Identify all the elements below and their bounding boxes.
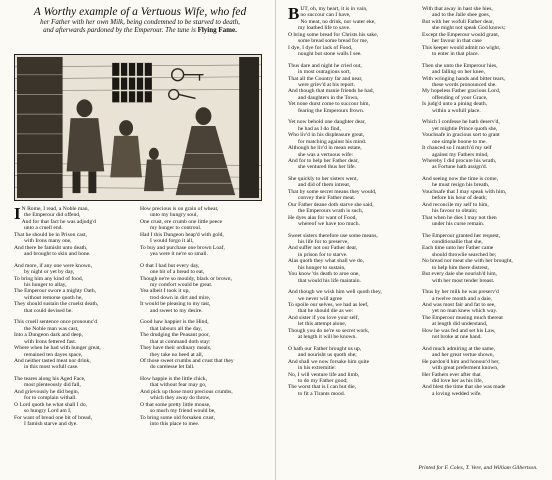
stanza: The Emperour granted her request, conditionallie that she, Each time unto her Father came should throwlie searched be; No bread nor meat she with her brought, to help him there distrest, But every daie she nourish'd him, with her most tender breast. <box>422 232 513 284</box>
stanza: B UT, oh, my heart, it is in vain, no succour can I have, No meat, no drink, nor water eke, my loathed life to save. O bring some bread for Christs his sake, some bread some bread for me, I dye, I dye for lack of Food, nought but stone walls I see. <box>288 4 379 58</box>
stanza: This cruell sentence once pronounc'd the Noble man was cast, Into a Dungeon dark and deep, with Irons fettered fast. Where when he had with hunger great, remained ten dayes space, And neither tasted meat nor drink, in this most wofull case. <box>14 319 101 371</box>
ballad-subtitle-line1: her Father with her own Milk, being condemned to be starved to death, <box>40 18 240 26</box>
stanza: Then she unto the Emperour hies, and falling on her knee, With wringing hands and bitter tears, these words pronounced she. My hopeless Father gracious Lord, offending of your Grace, Is judg'd unto a pining death, within a wofull place. <box>422 62 506 114</box>
right-page <box>276 0 552 480</box>
column-4 <box>422 6 548 402</box>
tune-name: Flying Fame. <box>197 26 237 34</box>
stanza: Sweet sisters therefore use some means, his life for to preserve, And suffer not our Father dear, in prison for to starve. Alas quoth they what shall we do, his hunger to sustain, You know 'tis death to aroe one, that would his life maintain. <box>288 232 378 284</box>
woodcut-prison-scene <box>15 55 261 200</box>
stanza: Good haw happier is the Hind, that labours all the day, The drudging the Peasant poor, that at command doth stay: They have their ordinary meals, they take no heed at all, Of those sweet crumbs and crust that they do carelesse let fall. <box>140 319 234 371</box>
subtitle-text: and afterwards pardoned by the Emperour. <box>43 26 164 34</box>
stanza: And seeing now the time is come, he must resign his breath, Vouchsafe that I may speak with him, before his hour of death; And reconcile my self to him, his favour to obtain; That when he dies I may not then under his curse remain. <box>422 175 507 228</box>
woodcut-illustration <box>14 54 262 201</box>
stanza: Thus dare and night he cried out, in most outragious sort, That all the Country far and near, were griev'd at his report. And though that manie friends he had, and daughters in the Town, Yet none durst come to succour him, fearing the Emperours frown. <box>288 62 374 114</box>
ballad-subtitle-line2 <box>14 26 266 34</box>
stanza: Thus by her milk he was preserv'd a twelve month and a daie, And was most fair and fat to see, yet no man knew which way. The Emperour musing much thereat at length did understand, How he was fed and set his Law, not broke at nne hand. <box>422 289 503 341</box>
stanza: Yet now behold one daughter dear, he had as I do find, Who liv'd in his displeasure great, for matching against his mind. Although he liv'd in mean estate, she was a vertuous wife: And for to help her Father dear, she ventured thus her life. <box>288 119 367 171</box>
stanza: The teares along his Aged Face, most plenteously did fall, And grievously he did begin, for to complain withall. O Lord quoth he what shall I do, so hungry Lord am I, For want of bread one bit of bread, I famish starve and dye. <box>14 375 92 428</box>
printer-imprint: Printed for F. Coles, T. Vere, and William Gilbertson. <box>418 465 538 471</box>
tune-prefix: The tune is <box>165 26 196 34</box>
column-2 <box>140 206 270 433</box>
drop-cap: B <box>288 4 300 23</box>
column-3 <box>288 6 416 402</box>
stanza: With that away in hast she hies, and to the Jaile shee goes, But with her wofull Father dear, she might not speak God knows; Except the Emperour would grant, her favour in that case This keeper would admit no wight, to enter in that place. <box>422 6 506 58</box>
stanza: How precious is on grain of wheat, unto my hungry soul, One crust, ere crumb one little peece my hunger to controul. Had I this Dungeon heap'd with gold, I would forgo it all, To buy and purchase one brown Loaf, yea were it ne're so small. <box>140 206 225 258</box>
title-block <box>14 6 266 34</box>
stanza: Which I confesse he hath deserv'd, yet mightie Prince quoth she, Vouchsafe in gracious sort to grant one simple boone to me. It chanced so I match'd my self against my Fathers mind, Whereby I did procure his wrath, as Fortune hath assign'd. <box>422 119 500 171</box>
stanza: And much admiring at the same, and her great vertue shown, He pardon'd him and honour'd her, with great preferment known, Her Fathers ever after that did love her as his life, And blest the time that she was made a loving wedded wife. <box>422 345 506 397</box>
stanza: And though we wish him well quoth they, we never will agree To spoile our selves, we had as leef, that he should die as we: And sister if you love your self, let this attempt alone, Though you do ne're so secret work, at length it will be known. <box>288 289 382 341</box>
stanza: O that I had but every day, one bit of a bread to eat, Though ne're so mouldy, black or brown, my comfort would be great. Yea albeit I took it up, trod down in dirt and mire, It would be pleasing to my tast, and sweet to my desire. <box>140 262 232 314</box>
ballad-title: A Worthy example of a Vertuous Wife, who fed <box>33 6 247 18</box>
stanza: I N Rome, I read, a Noble man, the Emperour did offend, And for that fact he was adjudg'd unto a cruell end. That he should be in Prison cast, with Irons many one, And there be famisht unto death, and brought to skin and bone. <box>14 204 96 258</box>
stanza: How happie is the little chick, that without fear may go, And pick up those most precious crumbs, which they away do throw, O that some pretty little mouse, so much my friend would be, To bring some old forsaken crust, into this place to mee. <box>140 375 233 428</box>
column-1 <box>14 206 136 433</box>
drop-cap: I <box>14 204 21 223</box>
stanza: She quickly to her sisters went, and did of them intreat, That by some secret means they would, convey their Father meat. Our Father deane doth starve she said, the Emperours wrath is such, He dyes alas for want of Food, whereof we have too much. <box>288 175 377 228</box>
stanza: And more, if any one were known, by night or yet by day, To bring him any kind of food, his hunger to allay, The Emperour swore a mighty Oath, without remorse quoth he, They should sustain the cruelst death, that could devised be. <box>14 262 99 314</box>
stanza: O hath our Father brought us up, and nourisht us quoth she; And shall we now forsake him quite in his extremitie: No, I will venture life and limb, to do my Father good; The worst that is I can but die, to fit a Tirants mood. <box>288 345 370 397</box>
